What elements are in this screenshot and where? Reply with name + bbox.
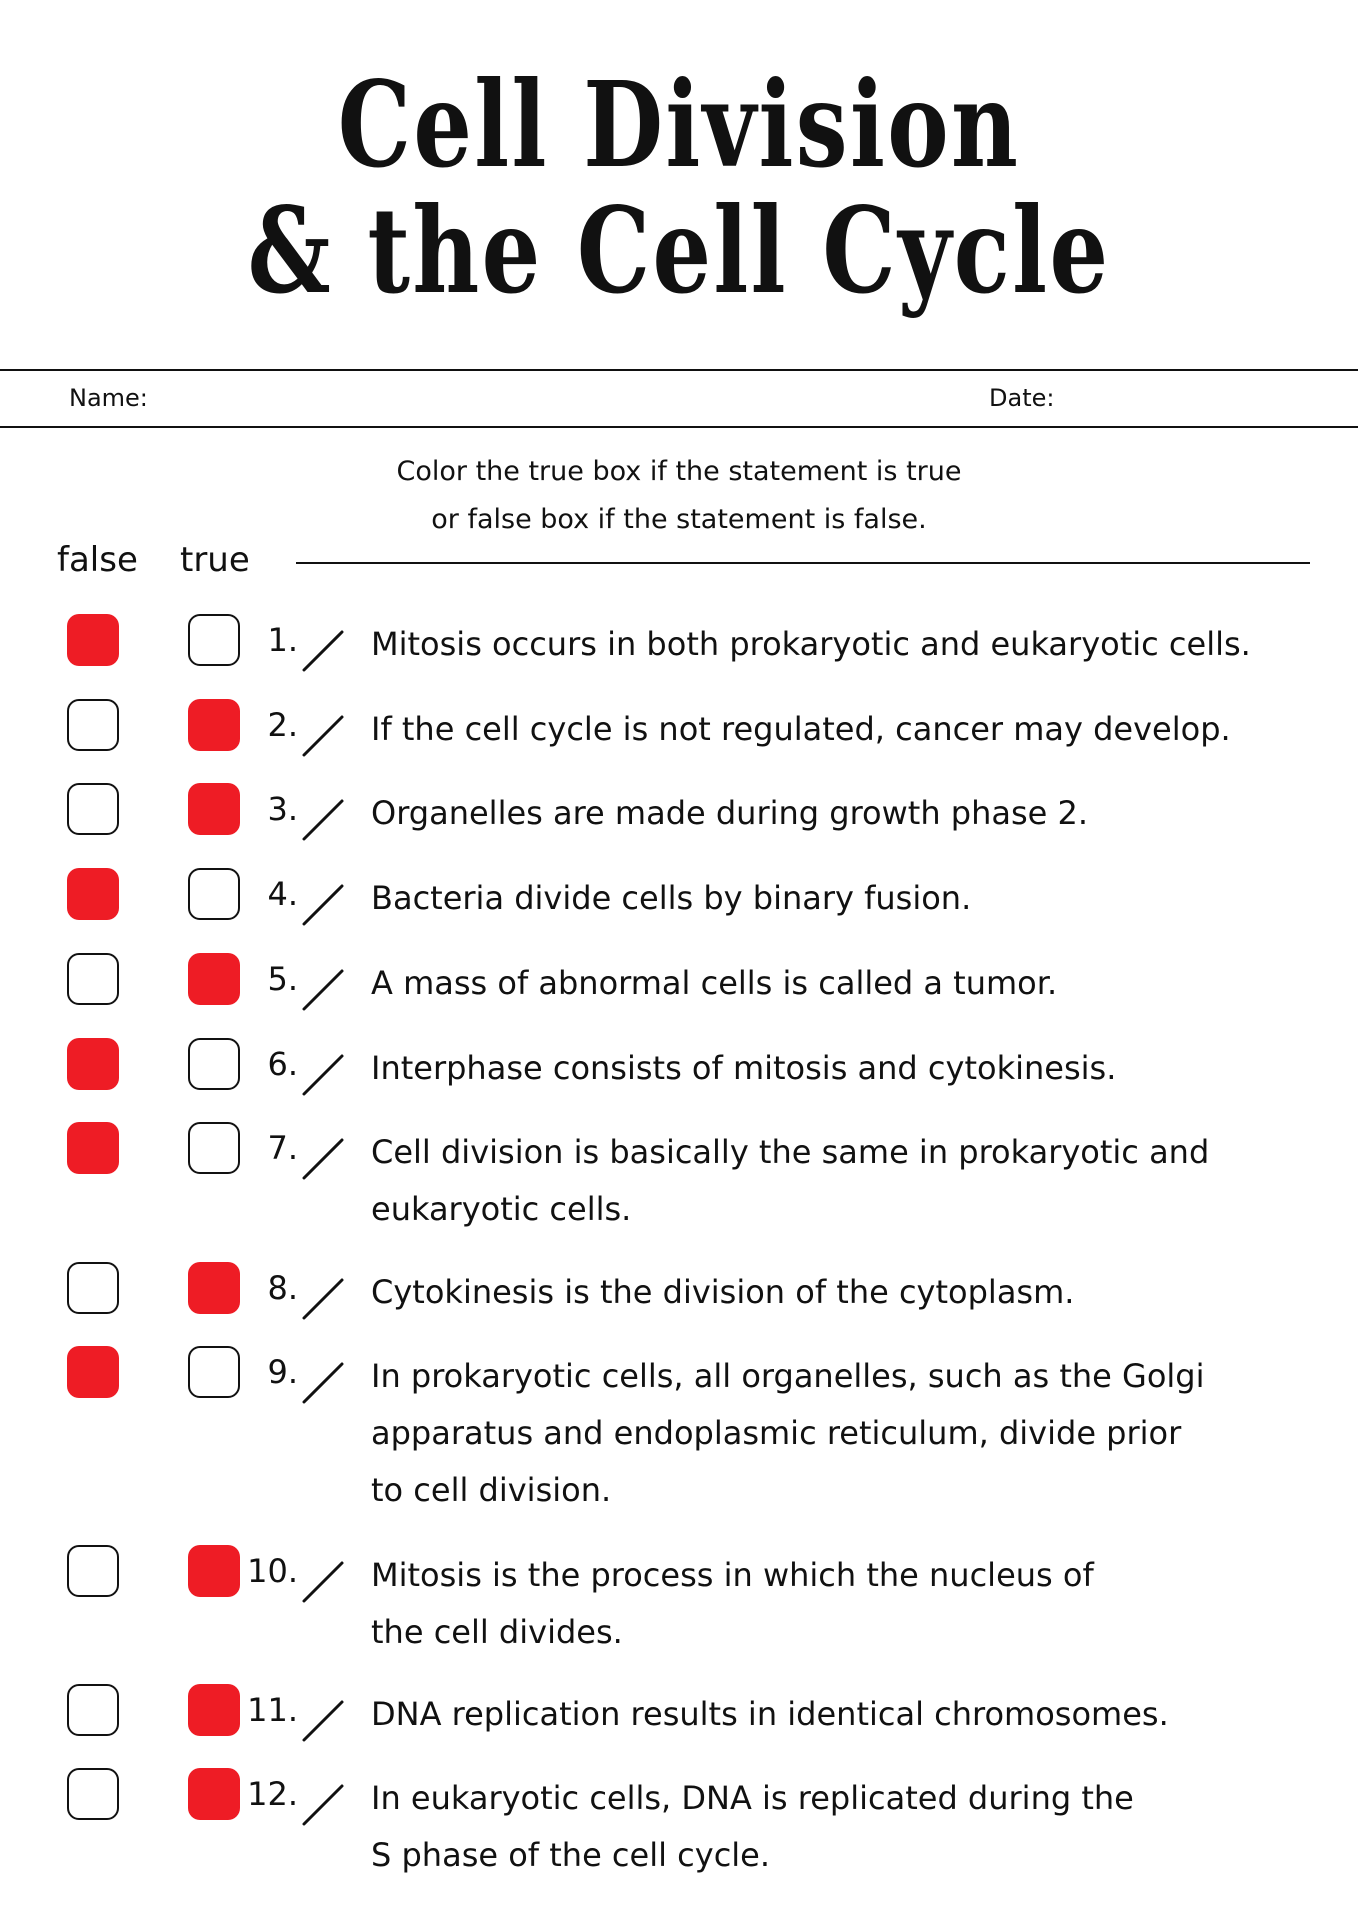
- top-divider: [0, 369, 1358, 371]
- statement-line: Cytokinesis is the division of the cytoplasm.: [371, 1273, 1075, 1311]
- statement-line: In prokaryotic cells, all organelles, such as the Golgi: [371, 1357, 1205, 1395]
- true-checkbox[interactable]: [188, 1768, 240, 1820]
- question-statement: [371, 1124, 1271, 1238]
- question-number: 6.: [267, 1045, 298, 1083]
- false-checkbox[interactable]: [67, 1768, 119, 1820]
- false-checkbox[interactable]: [67, 1122, 119, 1174]
- worksheet-title: [149, 55, 1208, 320]
- false-checkbox[interactable]: [67, 953, 119, 1005]
- slash-mark-icon: [298, 1696, 346, 1744]
- question-number: 12.: [247, 1775, 298, 1813]
- slash-mark-icon: [298, 1780, 346, 1828]
- false-column-header: false: [57, 540, 138, 580]
- question-number: 8.: [267, 1269, 298, 1307]
- question-statement: [371, 1348, 1271, 1519]
- true-checkbox[interactable]: [188, 868, 240, 920]
- question-number: 2.: [267, 706, 298, 744]
- true-checkbox[interactable]: [188, 953, 240, 1005]
- question-number: 9.: [267, 1353, 298, 1391]
- false-checkbox[interactable]: [67, 1545, 119, 1597]
- true-checkbox[interactable]: [188, 614, 240, 666]
- statement-line: to cell division.: [371, 1471, 612, 1509]
- question-statement: [371, 1264, 1271, 1321]
- statement-line: the cell divides.: [371, 1613, 623, 1651]
- true-checkbox[interactable]: [188, 1545, 240, 1597]
- question-number: 10.: [247, 1552, 298, 1590]
- true-checkbox[interactable]: [188, 1038, 240, 1090]
- slash-mark-icon: [298, 1274, 346, 1322]
- question-statement: [371, 701, 1271, 758]
- statement-line: A mass of abnormal cells is called a tumor.: [371, 964, 1058, 1002]
- statement-line: In eukaryotic cells, DNA is replicated during the: [371, 1779, 1134, 1817]
- question-number: 3.: [267, 790, 298, 828]
- true-checkbox[interactable]: [188, 1684, 240, 1736]
- question-number: 11.: [247, 1691, 298, 1729]
- statement-line: If the cell cycle is not regulated, cancer may develop.: [371, 710, 1231, 748]
- slash-mark-icon: [298, 1557, 346, 1605]
- question-statement: [371, 1547, 1271, 1661]
- slash-mark-icon: [298, 1050, 346, 1098]
- true-checkbox[interactable]: [188, 1122, 240, 1174]
- true-column-header: true: [180, 540, 250, 580]
- false-checkbox[interactable]: [67, 783, 119, 835]
- question-statement: [371, 1040, 1271, 1097]
- title-line-2: & the Cell Cycle: [247, 181, 1111, 320]
- statement-line: S phase of the cell cycle.: [371, 1836, 771, 1874]
- statement-line: Organelles are made during growth phase 2.: [371, 794, 1089, 832]
- name-label: Name:: [69, 384, 148, 412]
- question-number: 4.: [267, 875, 298, 913]
- question-number: 7.: [267, 1129, 298, 1167]
- true-checkbox[interactable]: [188, 699, 240, 751]
- question-statement: [371, 616, 1271, 673]
- instructions-line-1: Color the true box if the statement is true: [396, 456, 962, 487]
- question-statement: [371, 955, 1271, 1012]
- statement-line: Cell division is basically the same in prokaryotic and: [371, 1133, 1210, 1171]
- false-checkbox[interactable]: [67, 1684, 119, 1736]
- false-checkbox[interactable]: [67, 1262, 119, 1314]
- statement-line: DNA replication results in identical chromosomes.: [371, 1695, 1169, 1733]
- instructions: [0, 448, 1358, 544]
- question-number: 1.: [267, 621, 298, 659]
- bottom-divider: [0, 426, 1358, 428]
- statement-line: Mitosis occurs in both prokaryotic and eukaryotic cells.: [371, 625, 1251, 663]
- question-statement: [371, 785, 1271, 842]
- slash-mark-icon: [298, 711, 346, 759]
- instructions-line-2: or false box if the statement is false.: [431, 504, 927, 535]
- slash-mark-icon: [298, 965, 346, 1013]
- question-statement: [371, 1770, 1271, 1884]
- false-checkbox[interactable]: [67, 1038, 119, 1090]
- question-number: 5.: [267, 960, 298, 998]
- true-checkbox[interactable]: [188, 783, 240, 835]
- statement-line: Mitosis is the process in which the nucleus of: [371, 1556, 1094, 1594]
- slash-mark-icon: [298, 795, 346, 843]
- statement-line: apparatus and endoplasmic reticulum, divide prior: [371, 1414, 1182, 1452]
- statement-line: eukaryotic cells.: [371, 1190, 632, 1228]
- true-checkbox[interactable]: [188, 1346, 240, 1398]
- false-checkbox[interactable]: [67, 614, 119, 666]
- question-statement: [371, 870, 1271, 927]
- true-checkbox[interactable]: [188, 1262, 240, 1314]
- statement-line: Interphase consists of mitosis and cytokinesis.: [371, 1049, 1117, 1087]
- title-line-1: Cell Division: [337, 55, 1021, 194]
- header-underline: [296, 562, 1310, 564]
- false-checkbox[interactable]: [67, 868, 119, 920]
- statement-line: Bacteria divide cells by binary fusion.: [371, 879, 972, 917]
- slash-mark-icon: [298, 626, 346, 674]
- slash-mark-icon: [298, 1358, 346, 1406]
- slash-mark-icon: [298, 1134, 346, 1182]
- date-label: Date:: [989, 384, 1055, 412]
- false-checkbox[interactable]: [67, 699, 119, 751]
- false-checkbox[interactable]: [67, 1346, 119, 1398]
- slash-mark-icon: [298, 880, 346, 928]
- question-statement: [371, 1686, 1271, 1743]
